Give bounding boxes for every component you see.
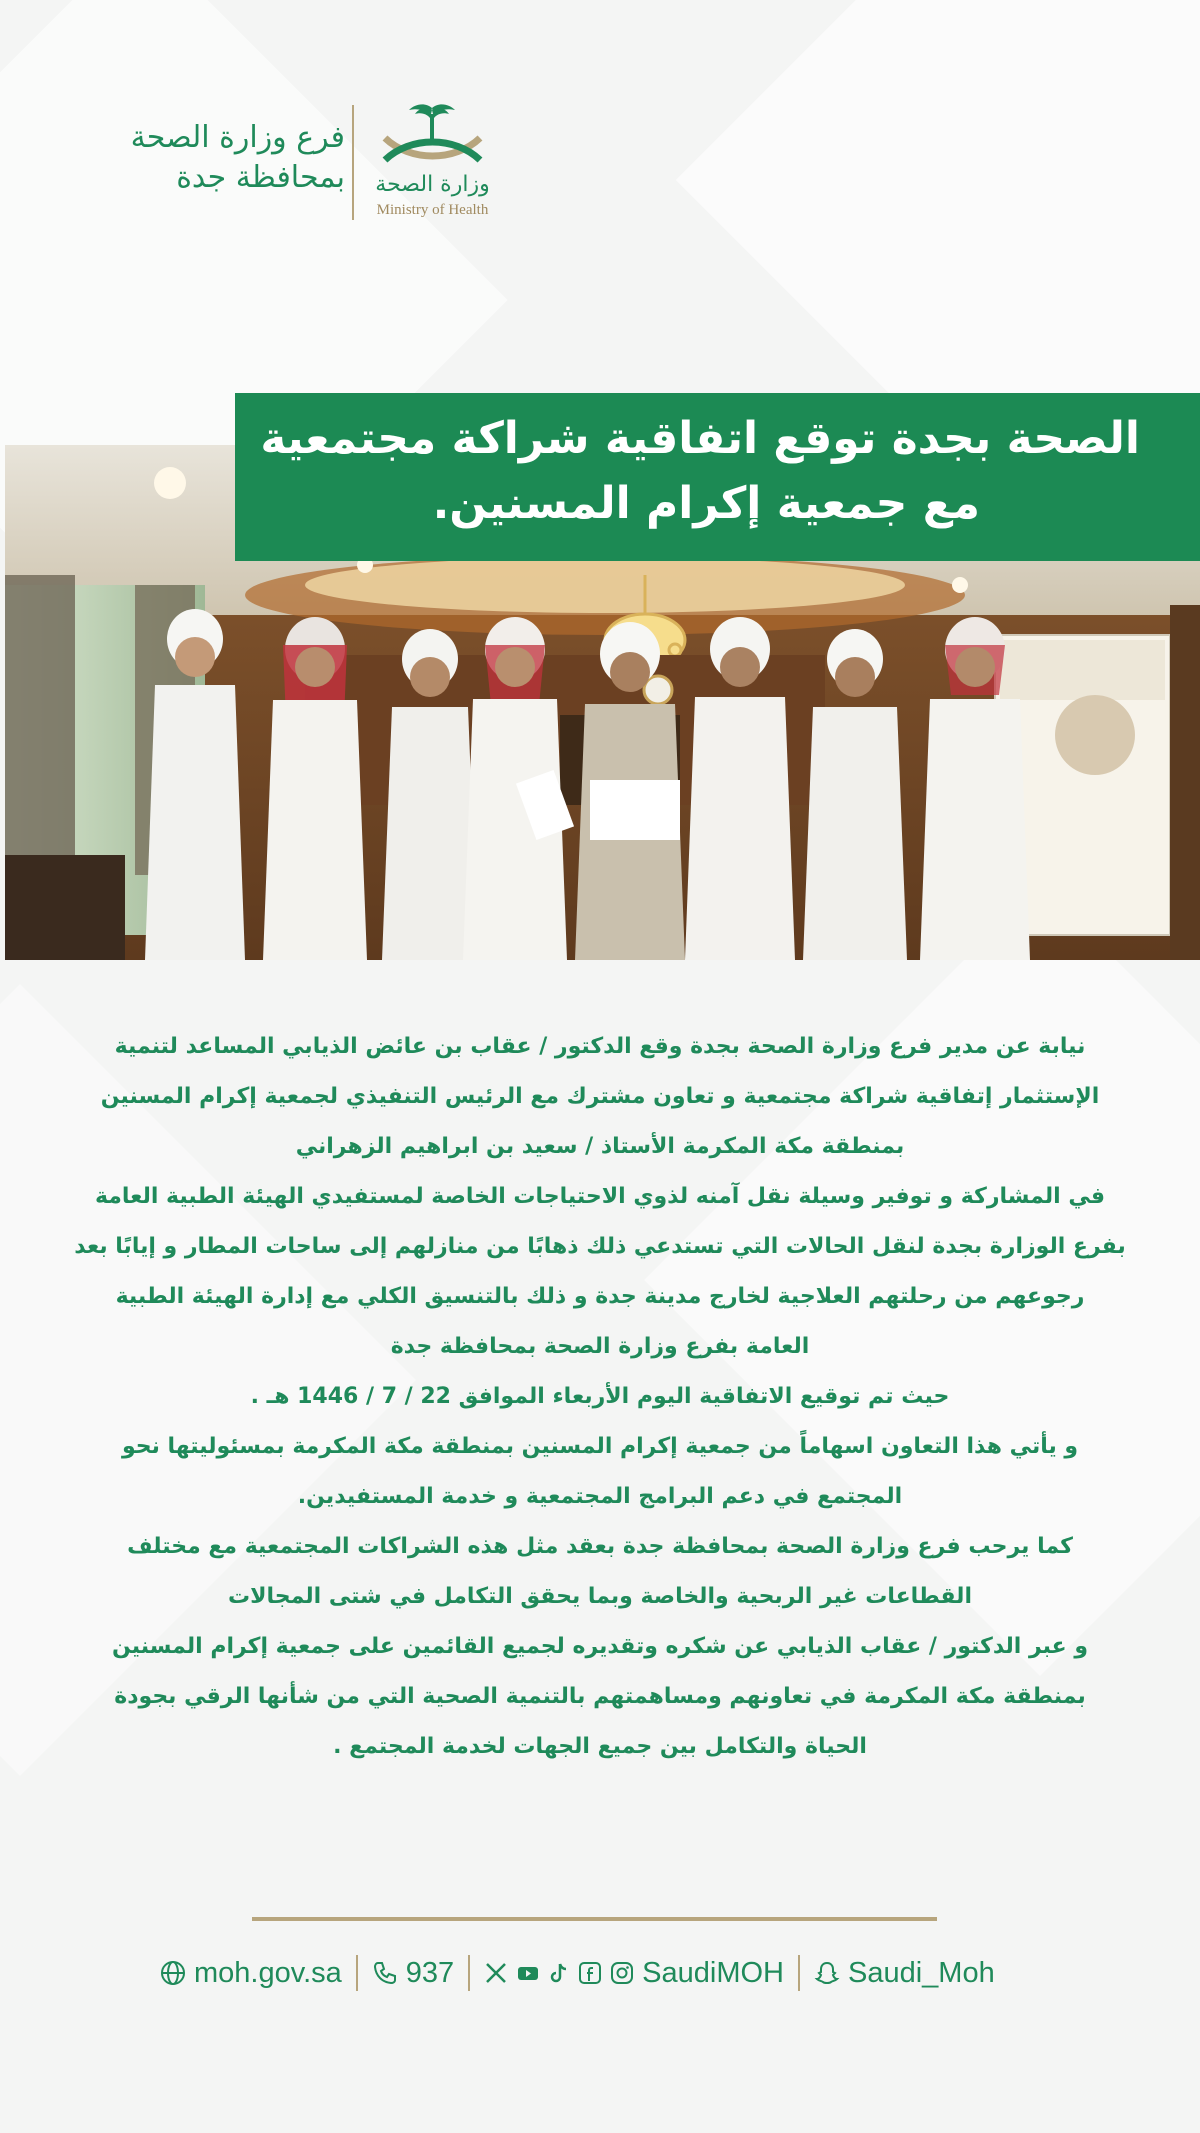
article-line: رجوعهم من رحلتهم العلاجية لخارج مدينة جدة و ذلك بالتنسيق الكلي مع إدارة الهيئة الطبية [115, 1284, 1085, 1309]
article-line: العامة بفرع وزارة الصحة بمحافظة جدة [390, 1334, 810, 1359]
website-text: moh.gov.sa [194, 1956, 342, 1989]
article-line: بفرع الوزارة بجدة لنقل الحالات التي تستدعي ذلك ذهابًا من منازلهم إلى ساحات المطار و إيابًا بعد [74, 1234, 1126, 1259]
phone-text: 937 [405, 1956, 455, 1989]
instagram-icon[interactable] [610, 1961, 634, 1985]
footer-separator [356, 1955, 358, 1991]
social-links[interactable] [484, 1957, 784, 1990]
branch-name-line2: بمحافظة جدة [176, 160, 345, 195]
article-line: بمنطقة مكة المكرمة الأستاذ / سعيد بن ابراهيم الزهراني [295, 1134, 905, 1159]
article-line: و يأتي هذا التعاون اسهاماً من جمعية إكرام المسنين بمنطقة مكة المكرمة بمسئوليتها نحو [121, 1434, 1079, 1459]
article-line: في المشاركة و توفير وسيلة نقل آمنه لذوي الاحتياجات الخاصة لمستفيدي الهيئة الطبية العامة [94, 1184, 1106, 1209]
footer [160, 1950, 1060, 1996]
ministry-logo [365, 100, 505, 220]
article-line: القطاعات غير الربحية والخاصة وبما يحقق التكامل في شتى المجالات [228, 1584, 972, 1609]
article-line: المجتمع في دعم البرامج المجتمعية و خدمة المستفيدين. [297, 1484, 903, 1509]
palm-swords-icon [375, 100, 490, 175]
snapchat-icon [814, 1960, 840, 1986]
article-line: الحياة والتكامل بين جميع الجهات لخدمة المجتمع . [333, 1734, 867, 1759]
phone-icon [372, 1960, 398, 1986]
globe-icon [160, 1960, 186, 1986]
article-line: حيث تم توقيع الاتفاقية اليوم الأربعاء الموافق 22 / 7 / 1446 هـ . [250, 1384, 950, 1409]
snapchat-text: Saudi_Moh [847, 1956, 995, 1989]
article-line: بمنطقة مكة المكرمة في تعاونهم ومساهمتهم بالتنمية الصحية التي من شأنها الرقي بجودة [114, 1684, 1086, 1709]
tiktok-icon[interactable] [548, 1961, 570, 1985]
header-divider [352, 105, 354, 220]
footer-divider [252, 1917, 937, 1921]
logo-arabic-text: وزارة الصحة [375, 172, 490, 197]
article-line: الإستثمار إتفاقية شراكة مجتمعية و تعاون مشترك مع الرئيس التنفيذي لجمعية إكرام المسنين [100, 1084, 1100, 1109]
x-icon[interactable] [484, 1961, 508, 1985]
youtube-icon[interactable] [516, 1961, 540, 1985]
footer-separator [798, 1955, 800, 1991]
branch-name [105, 118, 345, 198]
snapchat-link[interactable] [814, 1957, 995, 1990]
title-line-1: الصحة بجدة توقع اتفاقية شراكة مجتمعية [260, 413, 1140, 464]
website-link[interactable] [160, 1957, 342, 1990]
logo-english-text: Ministry of Health [376, 202, 489, 218]
article-line: نيابة عن مدير فرع وزارة الصحة بجدة وقع الدكتور / عقاب بن عائض الذيابي المساعد لتنمية [114, 1034, 1086, 1059]
branch-name-line1: فرع وزارة الصحة [130, 120, 345, 155]
phone-link[interactable] [372, 1957, 454, 1990]
article-line: و عبر الدكتور / عقاب الذيابي عن شكره وتقديره لجميع القائمين على جمعية إكرام المسنين [111, 1634, 1089, 1659]
title-line-2: مع جمعية إكرام المسنين. [432, 478, 980, 529]
title-banner [235, 393, 1200, 561]
facebook-icon[interactable] [578, 1961, 602, 1985]
article-line: كما يرحب فرع وزارة الصحة بمحافظة جدة بعقد مثل هذه الشراكات المجتمعية مع مختلف [127, 1534, 1073, 1559]
social-handle-text: SaudiMOH [642, 1956, 784, 1989]
footer-separator [468, 1955, 470, 1991]
header [0, 0, 1200, 240]
article-body [60, 1022, 1140, 1772]
